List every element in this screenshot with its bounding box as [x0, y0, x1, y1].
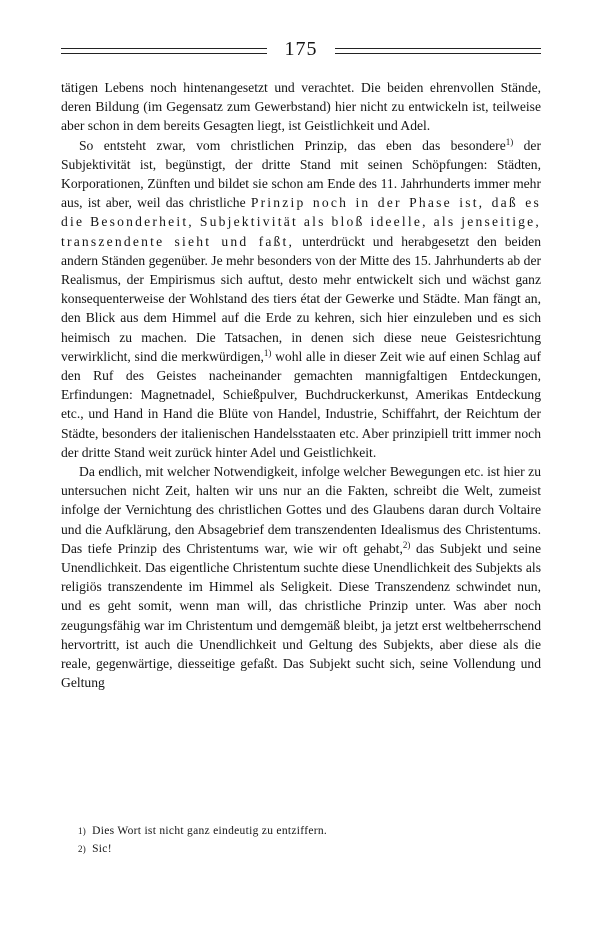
text-run: Da endlich, mit welcher Notwendigkeit, infolge welcher Bewegungen etc. ist hier zu untersuchen nicht Zeit, halten wir uns nur an die Fakten, schreibt die Welt, zumeist infolge der Vernichtung des christlichen Gottes und des Glaubens daran durch Voltaire und die Aufklärung, den Absagebrief dem transzendenten Idealismus des Christentums. Das tiefe Prinzip des Christentums war, wie wir oft gehabt,	[61, 464, 541, 556]
footnote	[78, 822, 327, 840]
text-run: der Subjektivität ist, begünstigt, der dritte Stand mit seinen Schöpfungen: Städten, Korporationen, Zünften und bildet sie schon am Ende des 11. Jahrhunderts immer mehr aus, ist aber, weil das christliche	[61, 137, 541, 211]
footnotes	[78, 822, 327, 858]
paragraph	[61, 462, 541, 692]
paragraph	[61, 136, 541, 462]
text-run: tätigen Lebens noch hintenangesetzt und verachtet. Die beiden ehrenvollen Stände, deren Bildung (im Gegensatz zum Gewerbstand) hier nicht zu entwickeln ist, teilweise aber schon in dem bereits Gesagten liegt, ist Geistlichkeit und Adel.	[61, 80, 541, 134]
page-number: 175	[277, 38, 326, 61]
footnote-reference: 1)	[263, 347, 272, 358]
text-run: unterdrückt und herabgesetzt den beiden andern Ständen gegenüber. Je mehr besonders von der Mitte des 15. Jahrhunderts ab der Realismus, der Empirismus sich auftut, desto mehr entwickelt sich und wächst ganz konsequenterweise der Wohlstand des tiers état der Gewerke und Städte. Man fängt an, den Blick aus dem Himmel auf die Erde zu kehren, sich hier einzuleben und es sich heimisch zu machen. Die Tatsachen, in denen sich diese neue Geistesrichtung verwirklicht, sind die merkwürdigen,	[61, 233, 541, 364]
footnote-reference: 1)	[505, 136, 514, 147]
body-text	[61, 78, 541, 693]
page-header	[61, 36, 541, 62]
footnote-mark: 2)	[78, 844, 87, 854]
footnote-reference: 2)	[402, 539, 411, 550]
paragraph	[61, 78, 541, 136]
emphasized-text: Prinzip noch in der Phase ist, daß es die Besonderheit, Subjektivität als bloß ideelle, als jenseitige, transzendente sieht und faßt,	[61, 195, 541, 249]
footnote	[78, 840, 327, 858]
text-run: das Subjekt und seine Unendlichkeit. Das eigentliche Christentum suchte diese Unendlichkeit des Subjekts als religiös transzendente im Himmel als Seligkeit. Diese Transzendenz schwindet nun, und es geht somit, wenn man will, das christliche Prinzip unter. Was aber noch zeugungsfähig war im Christentum und demgemäß bleibt, ja jetzt erst weltbeherrschend hervortritt, ist auch die Unendlichkeit und Geltung des Subjekts, aber diese als die reale, gegenwärtige, diesseitige gefaßt. Das Subjekt sucht sich, seine Vollendung und Geltung	[61, 540, 541, 691]
footnote-text: Dies Wort ist nicht ganz eindeutig zu entziffern.	[92, 825, 328, 837]
header-rule-left	[61, 48, 267, 54]
book-page	[61, 36, 541, 693]
footnote-text: Sic!	[92, 843, 112, 855]
text-run: wohl alle in dieser Zeit wie auf einen Schlag auf den Ruf des Geistes nacheinander gemachten mannigfaltigen Entdeckungen, Erfindungen: Magnetnadel, Schießpulver, Buchdruckerkunst, Amerikas Entdeckung etc., und Hand in Hand die Blüte von Handel, Industrie, Schiffahrt, der Reichtum der Städte, besonders der italienischen Handelsstaaten etc. Aber prinzipiell tritt immer noch der dritte Stand weit zurück hinter Adel und Geistlichkeit.	[61, 348, 541, 460]
footnote-mark: 1)	[78, 826, 87, 836]
header-rule-right	[335, 48, 541, 54]
text-run: So entsteht zwar, vom christlichen Prinzip, das eben das besondere	[79, 137, 506, 153]
